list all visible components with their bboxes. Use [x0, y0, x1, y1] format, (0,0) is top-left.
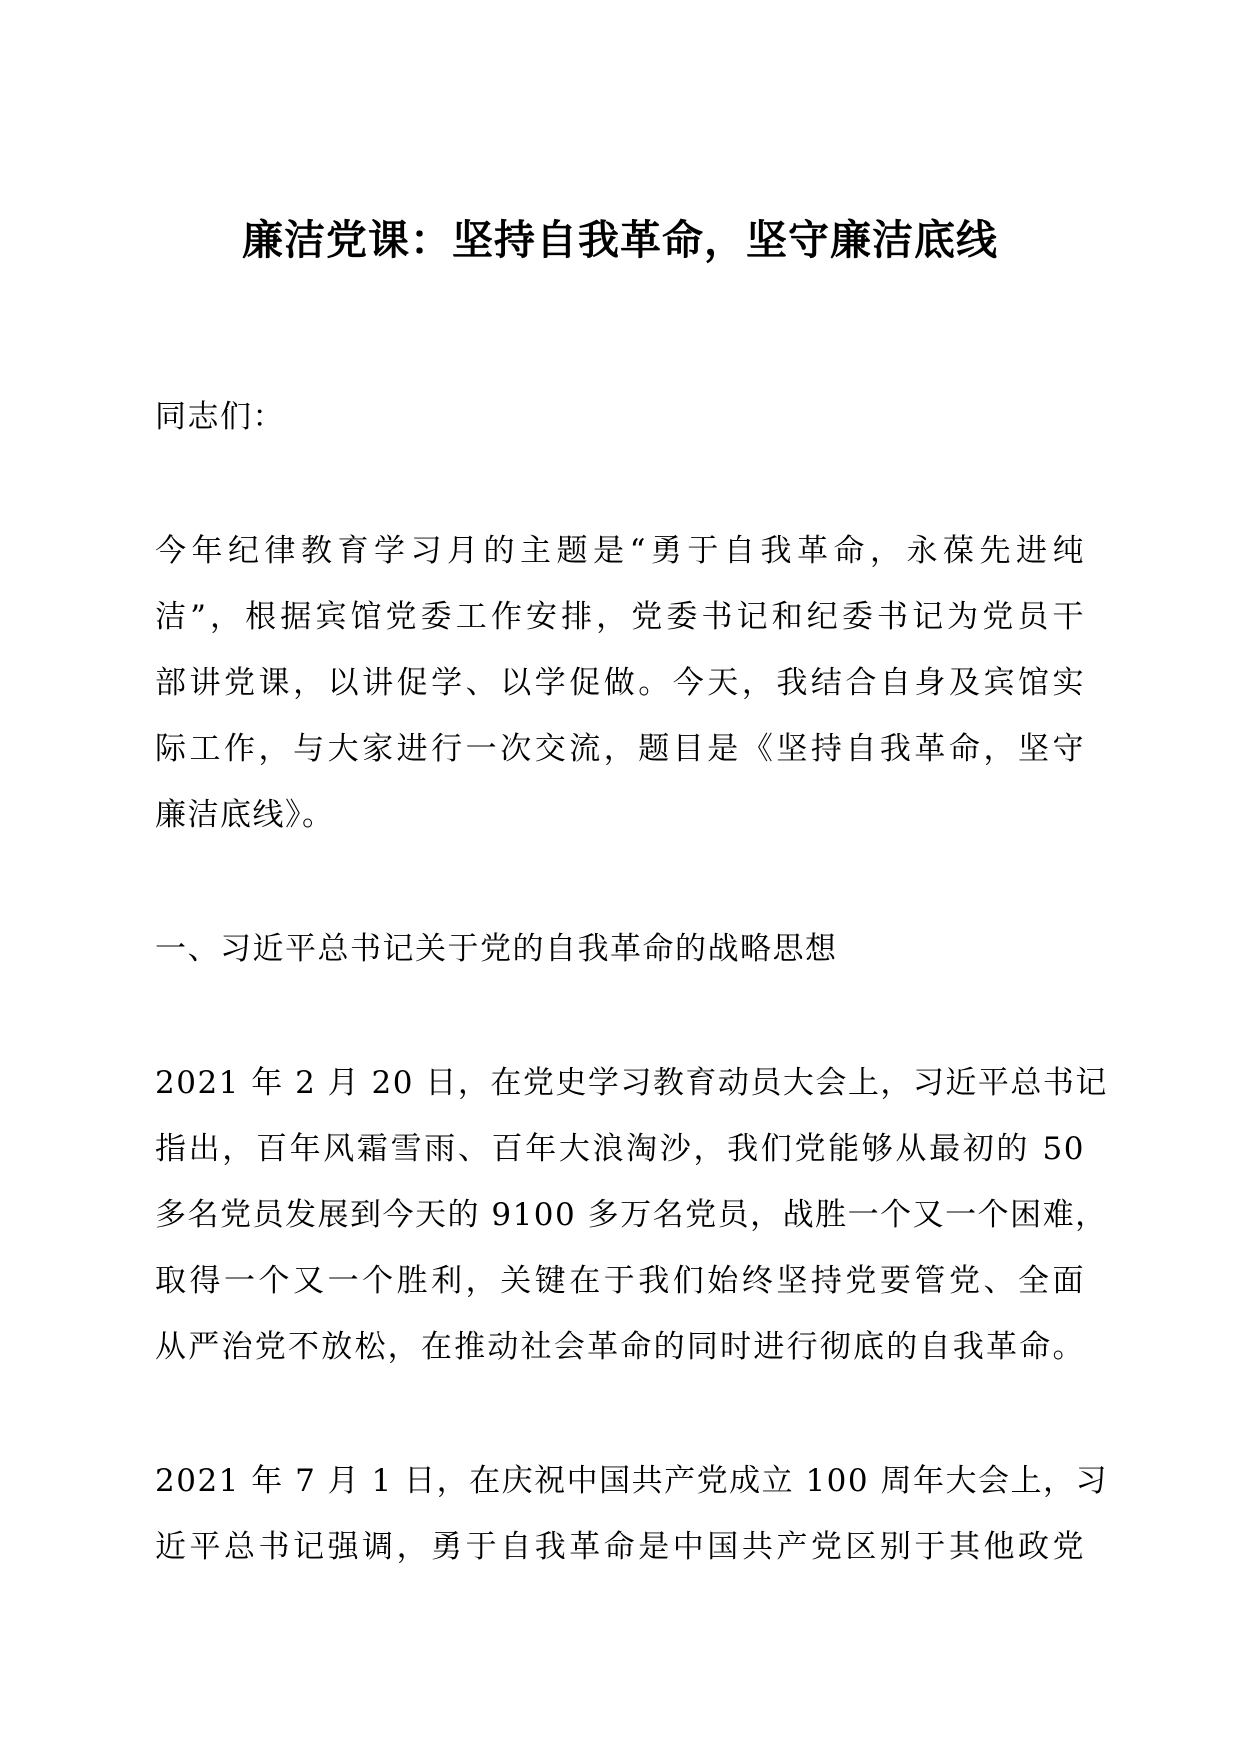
document-title: 廉洁党课：坚持自我革命，坚守廉洁底线 — [242, 216, 998, 264]
paragraph-line: 际工作，与大家进行一次交流，题目是《坚持自我革命，坚守 — [155, 731, 1085, 767]
paragraph-line: 从严治党不放松，在推动社会革命的同时进行彻底的自我革命。 — [155, 1329, 1085, 1365]
paragraph-line: 近平总书记强调，勇于自我革命是中国共产党区别于其他政党 — [155, 1529, 1085, 1565]
paragraph-line: 廉洁底线》。 — [155, 797, 335, 833]
paragraph-line: 部讲党课，以讲促学、以学促做。今天，我结合自身及宾馆实 — [155, 665, 1085, 701]
paragraph-line: 指出，百年风霜雪雨、百年大浪淘沙，我们党能够从最初的 50 — [155, 1131, 1085, 1167]
paragraph-line: 取得一个又一个胜利，关键在于我们始终坚持党要管党、全面 — [155, 1263, 1085, 1299]
section-heading: 一、习近平总书记关于党的自我革命的战略思想 — [155, 931, 838, 967]
paragraph-line: 多名党员发展到今天的 9100 多万名党员，战胜一个又一个困难， — [155, 1197, 1108, 1233]
paragraph-line: 2021 年 2 月 20 日，在党史学习教育动员大会上，习近平总书记 — [155, 1065, 1108, 1101]
paragraph-line: 今年纪律教育学习月的主题是“勇于自我革命，永葆先进纯 — [155, 533, 1085, 569]
paragraph-line: 洁”，根据宾馆党委工作安排，党委书记和纪委书记为党员干 — [155, 599, 1085, 635]
salutation: 同志们： — [155, 399, 285, 435]
paragraph-line: 2021 年 7 月 1 日，在庆祝中国共产党成立 100 周年大会上，习 — [155, 1463, 1108, 1499]
